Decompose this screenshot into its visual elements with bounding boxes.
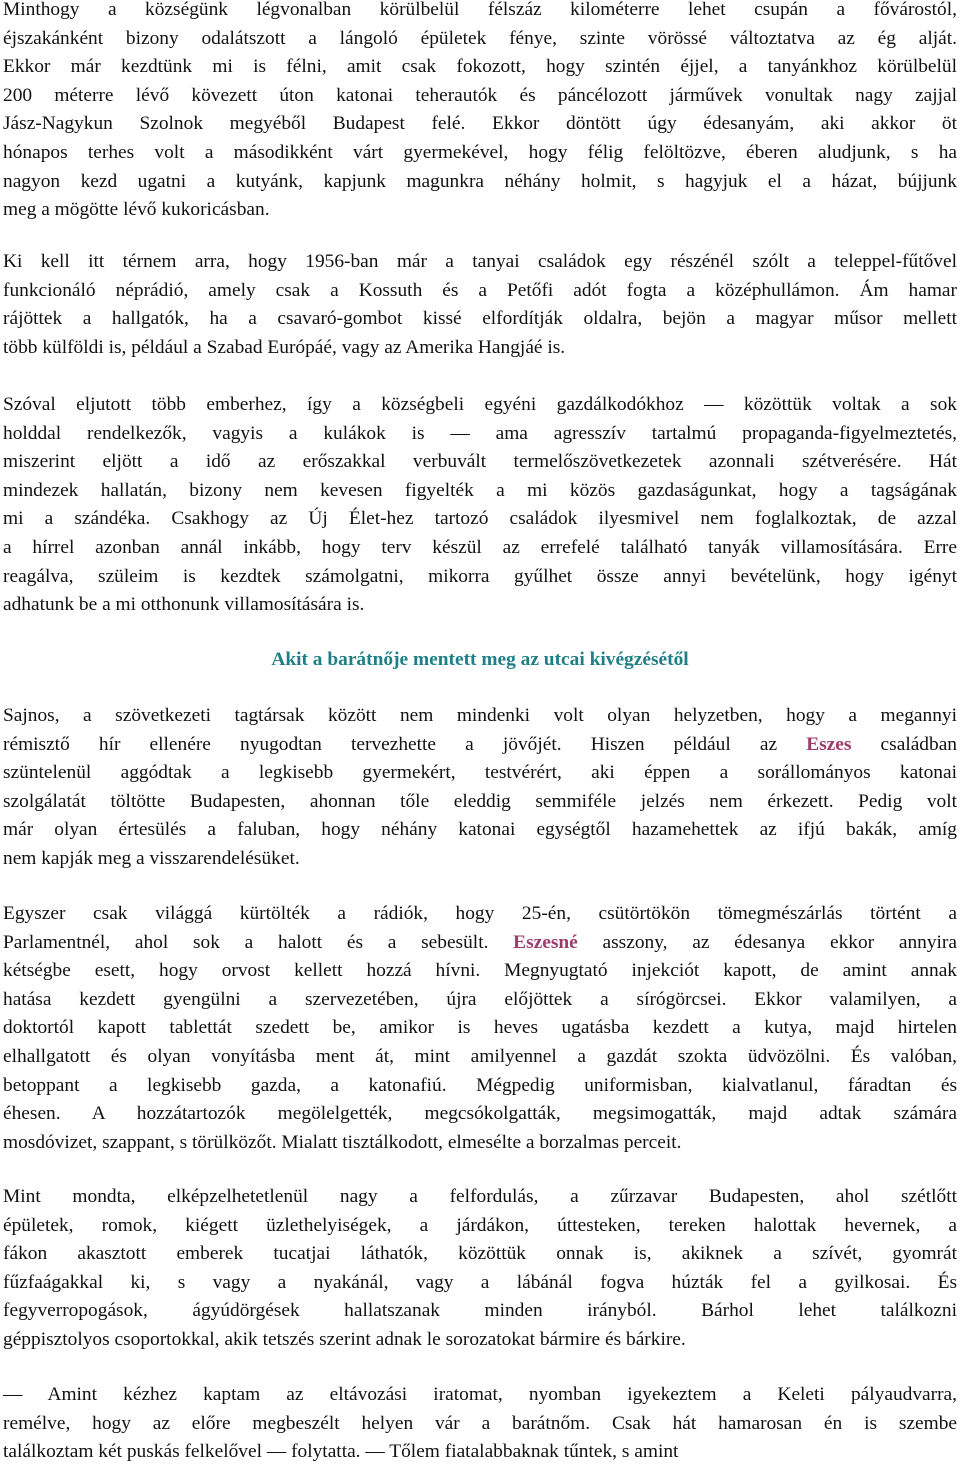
text-line: géppisztolyos csoportokkal, akik tetszés szerint adnak le sorozatokat bármire és bárkire. (3, 1328, 686, 1350)
text-line: mindezek hallatán, bizony nem kevesen figyelték a mi közös gazdaságunkat, hogy a tagságának (3, 479, 957, 501)
highlighted-name: Eszesné (513, 931, 578, 953)
text-line: elhallgatott és olyan vonyításba ment át, mint amilyennel a gazdát szokta üdvözölni. És valóban, (3, 1045, 957, 1067)
text-line: rémisztő hír ellenére nyugodtan tervezhette a jövőjét. Hiszen például az Eszes családban (3, 733, 957, 755)
text-line: hatása kezdett gyengülni a szervezetében, újra előjöttek a sírógörcsei. Ekkor valamilyen, a (3, 988, 957, 1010)
text-line: — Amint kézhez kaptam az eltávozási iratomat, nyomban igyekeztem a Keleti pályaudvarra, (3, 1384, 957, 1405)
text-line: Ki kell itt térnem arra, hogy 1956-ban már a tanyai családok egy részénél szólt a teleppel-fűtővel (3, 251, 957, 272)
section-heading: Akit a barátnője mentett meg az utcai kivégzésétől (271, 649, 689, 670)
text-line: hónapos terhes volt a másodikként várt gyermekével, hogy félig felöltözve, éberen aludjunk, s ha (3, 141, 957, 163)
text-line: doktortól kapott tablettát szedett be, amikor is heves ugatásba kezdett a kutya, majd hirtelen (3, 1017, 957, 1039)
text-line: szolgálatát töltötte Budapesten, ahonnan tőle eleddig semmiféle jelzés nem érkezett. Pedig volt (3, 790, 957, 812)
paragraph-5 (3, 900, 957, 1157)
text-line: már olyan értesülés a faluban, hogy néhány katonai egységtől hazamehettek az ifjú bakák, amíg (3, 819, 957, 841)
text-line: meg a mögötte lévő kukoricásban. (3, 199, 270, 221)
text-line: Egyszer csak világgá kürtölték a rádiók, hogy 25-én, csütörtökön tömegmészárlás történt a (3, 903, 957, 924)
text-line: Minthogy a községünk légvonalban körülbelül félszáz kilométerre lehet csupán a fővárostól, (3, 0, 957, 20)
text-line: Sajnos, a szövetkezeti tagtársak között nem mindenki volt olyan helyzetben, hogy a megannyi (3, 705, 957, 726)
highlighted-name: Eszes (806, 733, 852, 755)
text-line: Jász-Nagykun Szolnok megyéből Budapest felé. Ekkor döntött úgy édesanyám, aki akkor öt (3, 113, 957, 135)
text-line: rájöttek a hallgatók, ha a csavaró-gombot kissé elfordítják oldalra, bejön a magyar műsor mellett (3, 308, 957, 330)
paragraph-2 (3, 248, 957, 362)
text-line: reagálva, szüleim is kezdtek számolgatni, mikorra gyűlhet össze annyi bevételünk, hogy igényt (3, 565, 957, 587)
text-line: a hírrel azonban annál inkább, hogy terv készül az errefelé található tanyák villamosítására. Erre (3, 536, 957, 558)
text-line: találkoztam két puskás felkelővel — folytatta. — Tőlem fiatalabbaknak tűntek, s amint (3, 1441, 679, 1463)
text-line: mi a szándéka. Csakhogy az Új Élet-hez tartozó családok ilyesmivel nem foglalkoztak, de azzal (3, 508, 957, 530)
paragraph-7 (3, 1381, 957, 1467)
text-line: funkcionáló néprádió, amely csak a Kossuth és a Petőfi adót fogta a középhullámon. Ám hamar (3, 279, 957, 301)
text-line: betoppant a legkisebb gazda, a katonafiú. Mégpedig uniformisban, kialvatlanul, fáradtan és (3, 1074, 957, 1096)
text-line: Mint mondta, elképzelhetetlenül nagy a felfordulás, a zűrzavar Budapesten, ahol szétlőtt (3, 1186, 957, 1207)
text-line: nem kapják meg a visszarendelésüket. (3, 847, 300, 869)
paragraph-3 (3, 391, 957, 620)
text-line: adhatunk be a mi otthonunk villamosítására is. (3, 594, 365, 616)
text-line: mosdóvizet, szappant, s törülközőt. Mialatt tisztálkodott, elmesélte a borzalmas perceit. (3, 1131, 682, 1153)
text-line: miszerint eljött a idő az erőszakkal verbuvált termelőszövetkezetek azonnali szétverésére. Hát (3, 451, 957, 473)
text-line: fákon akasztott emberek tucatjai láthatók, közöttük onnak is, akiknek a szívét, gyomrát (3, 1243, 957, 1265)
text-line: 200 méterre lévő kövezett úton katonai teherautók és páncélozott járművek vonultak nagy zajjal (3, 84, 957, 106)
text-line: fegyverropogások, ágyúdörgések hallatszanak minden irányból. Bárhol lehet találkozni (3, 1300, 957, 1322)
text-line: fűzfaágakkal ki, s vagy a nyakánál, vagy a lábánál fogva húzták fel a gyilkosai. És (3, 1271, 957, 1293)
paragraph-6 (3, 1183, 957, 1355)
text-line: nagyon kezd ugatni a kutyánk, kapjunk magunkra néhány holmit, s hagyjuk el a házat, bújjunk (3, 170, 957, 192)
text-line: szüntelenül aggódtak a legkisebb gyermekért, testvérért, aki éppen a sorállományos katonai (3, 762, 957, 784)
paragraph-4 (3, 702, 957, 874)
text-line: remélve, hogy az előre megbeszélt helyen vár a barátnőm. Csak hát hamarosan én is szembe (3, 1412, 957, 1434)
text-line: Szóval eljutott több emberhez, így a községbeli egyéni gazdálkodókhoz — közöttük voltak a sok (3, 394, 957, 415)
text-line: éjszakánként bizony odalátszott a lángoló épületek fénye, szinte vörössé változtatva az ég alját. (3, 27, 957, 49)
text-line: Ekkor már kezdtünk mi is félni, amit csak fokozott, hogy szintén éjjel, a tanyánkhoz körülbelül (3, 56, 957, 78)
text-line: Parlamentnél, ahol sok a halott és a sebesült. Eszesné asszony, az édesanya ekkor annyira (3, 931, 957, 953)
paragraph-1 (3, 0, 957, 225)
text-line: holddal rendelkezők, vagyis a kulákok is — ama agresszív tartalmú propaganda-figyelmeztetés, (3, 422, 957, 444)
text-line: épületek, romok, kiégett üzlethelyiségek, a járdákon, úttesteken, tereken halottak hevernek, a (3, 1214, 957, 1236)
text-line: több külföldi is, például a Szabad Európáé, vagy az Amerika Hangjáé is. (3, 336, 566, 358)
text-line: kétségbe esett, hogy orvost kellett hozzá hívni. Megnyugtató injekciót kapott, de amint annak (3, 960, 957, 982)
text-line: éhesen. A hozzátartozók megölelgették, megcsókolgatták, megsimogatták, majd adtak számára (3, 1103, 957, 1125)
